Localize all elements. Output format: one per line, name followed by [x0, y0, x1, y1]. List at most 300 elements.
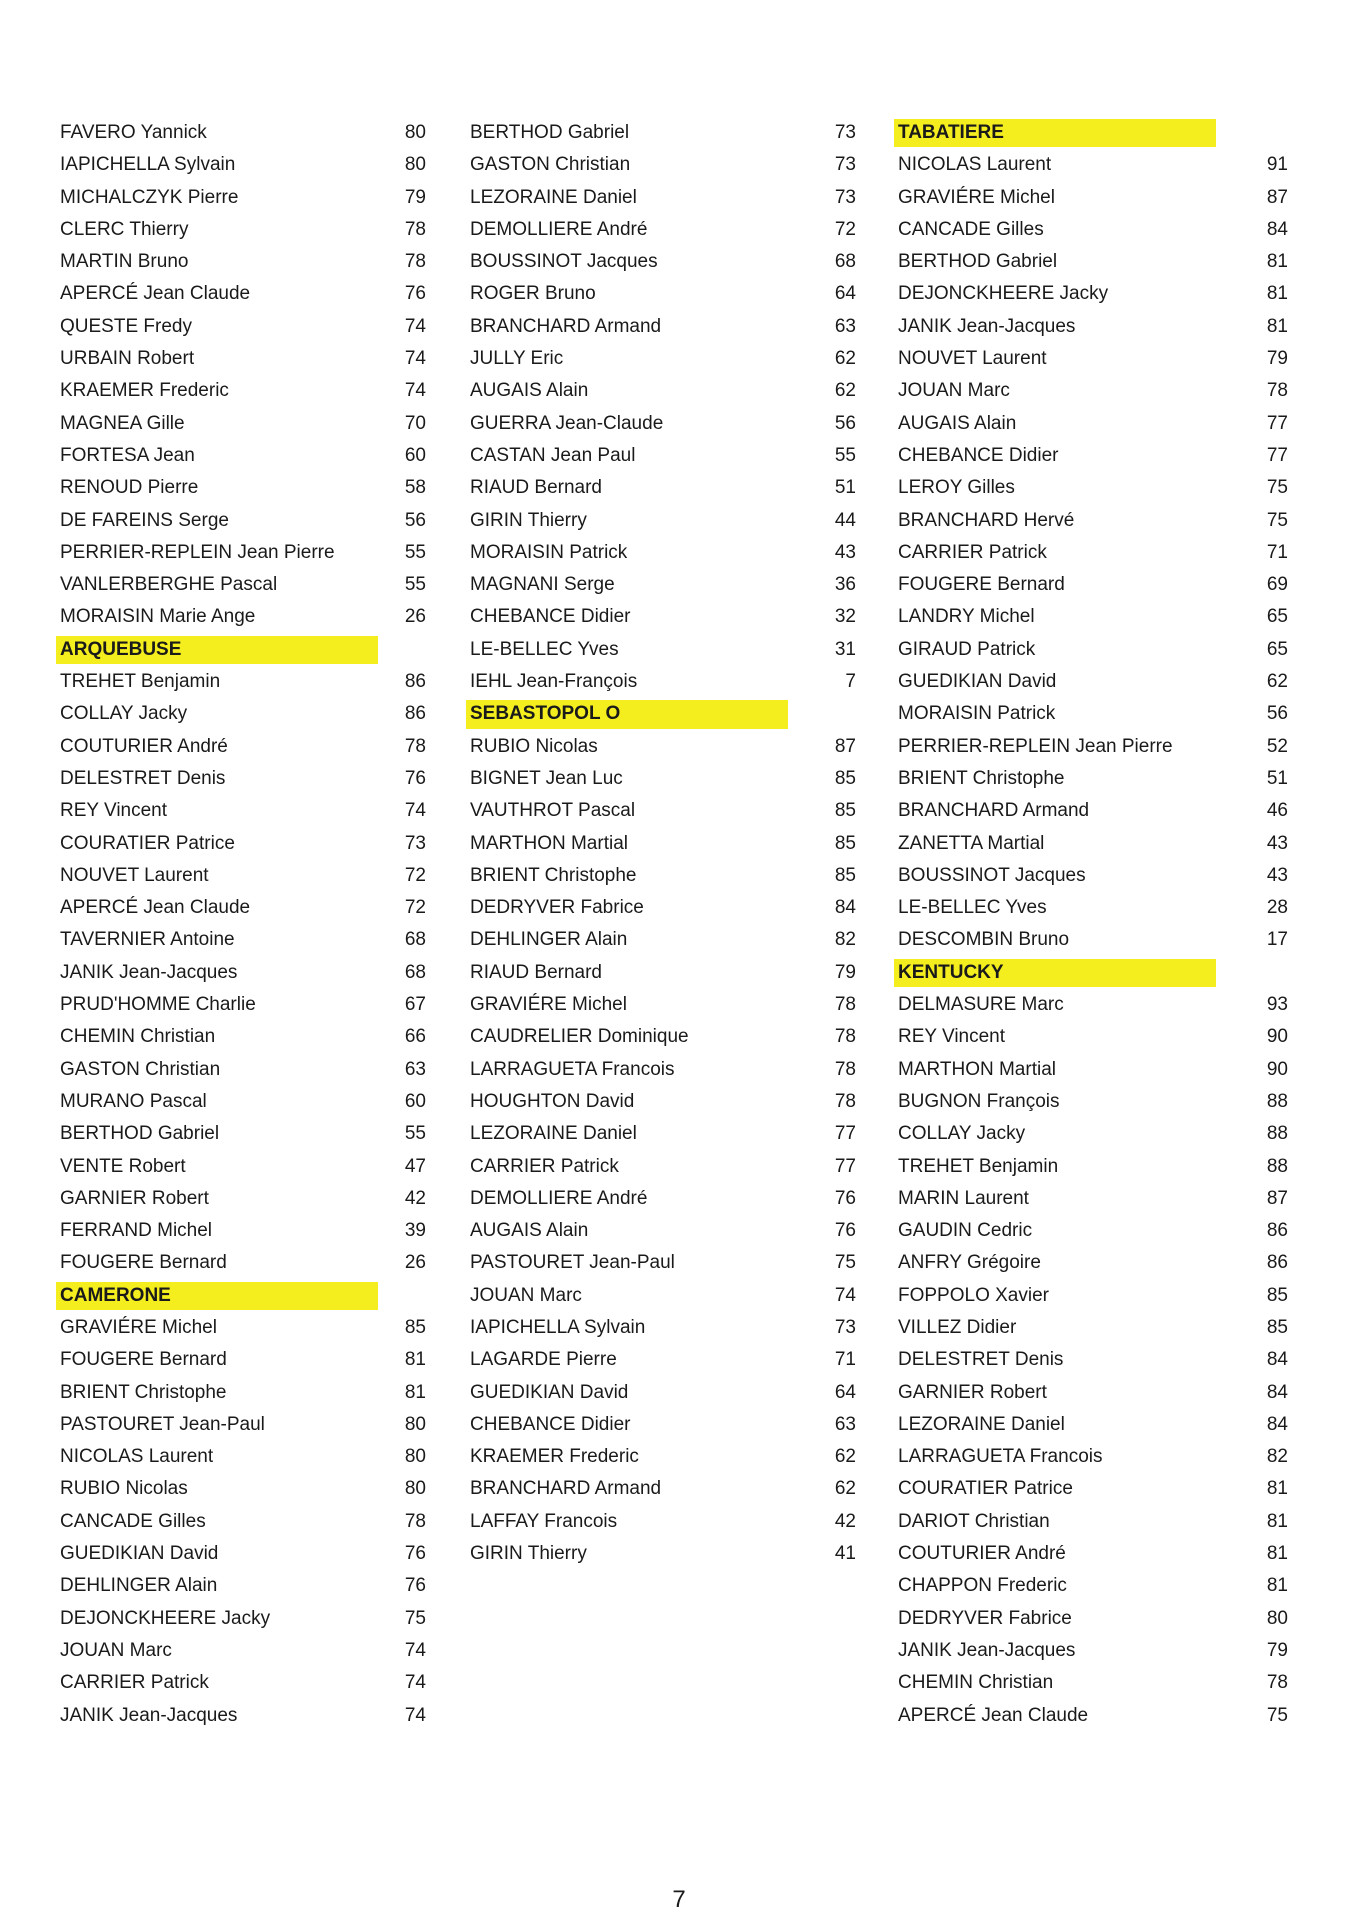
player-name: VILLEZ Didier: [898, 1316, 1017, 1338]
score-row: [466, 1538, 856, 1570]
player-name: COURATIER Patrice: [898, 1478, 1073, 1500]
player-name: DEMOLLIERE André: [470, 1187, 648, 1209]
player-name: PASTOURET Jean-Paul: [60, 1413, 265, 1435]
player-name: BRANCHARD Armand: [470, 1478, 662, 1500]
score-row: [466, 472, 856, 504]
player-name: FOUGERE Bernard: [60, 1349, 227, 1371]
player-score: 17: [1266, 929, 1288, 951]
score-row: [894, 634, 1288, 666]
player-name: APERCÉ Jean Claude: [898, 1704, 1089, 1726]
section-header: [56, 634, 426, 666]
player-score: 87: [1266, 1187, 1288, 1209]
player-score: 75: [1266, 1704, 1288, 1726]
player-name: MARTHON Martial: [898, 1058, 1056, 1080]
player-name: GIRIN Thierry: [470, 1543, 587, 1565]
player-name: RIAUD Bernard: [470, 961, 602, 983]
player-score: 76: [404, 767, 426, 789]
player-score: 43: [834, 541, 856, 563]
player-name: NICOLAS Laurent: [60, 1446, 214, 1468]
player-score: 78: [1266, 380, 1288, 402]
player-score: 90: [1266, 1058, 1288, 1080]
player-score: 78: [404, 251, 426, 273]
player-name: VENTE Robert: [60, 1155, 186, 1177]
player-score: 43: [1266, 832, 1288, 854]
score-row: [56, 1506, 426, 1538]
player-score: 85: [404, 1316, 426, 1338]
score-row: [466, 989, 856, 1021]
score-row: [56, 601, 426, 633]
player-score: 28: [1266, 897, 1288, 919]
score-row: [466, 1183, 856, 1215]
player-name: IEHL Jean-François: [470, 671, 638, 693]
player-score: 77: [834, 1123, 856, 1145]
score-row: [466, 1409, 856, 1441]
player-score: 86: [1266, 1252, 1288, 1274]
score-row: [56, 1570, 426, 1602]
section-header: [466, 698, 856, 730]
player-score: 77: [1266, 444, 1288, 466]
player-name: MORAISIN Patrick: [898, 703, 1056, 725]
player-score: 55: [404, 541, 426, 563]
player-score: 69: [1266, 574, 1288, 596]
player-score: 74: [404, 1704, 426, 1726]
player-name: RUBIO Nicolas: [470, 735, 598, 757]
score-row: [894, 1247, 1288, 1279]
score-row: [56, 408, 426, 440]
score-row: [894, 1441, 1288, 1473]
player-name: GUEDIKIAN David: [470, 1381, 629, 1403]
score-row: [56, 1441, 426, 1473]
player-name: APERCÉ Jean Claude: [60, 283, 251, 305]
player-score: 85: [1266, 1284, 1288, 1306]
player-score: 41: [834, 1543, 856, 1565]
score-row: [894, 440, 1288, 472]
score-row: [466, 1506, 856, 1538]
player-name: LAFFAY Francois: [470, 1510, 618, 1532]
player-name: DELMASURE Marc: [898, 994, 1064, 1016]
player-name: CHEMIN Christian: [898, 1672, 1054, 1694]
player-name: ANFRY Grégoire: [898, 1252, 1041, 1274]
score-row: [466, 1054, 856, 1086]
score-row: [56, 1151, 426, 1183]
score-row: [466, 763, 856, 795]
score-row: [466, 214, 856, 246]
score-row: [466, 246, 856, 278]
player-score: 84: [1266, 1381, 1288, 1403]
player-name: COURATIER Patrice: [60, 832, 235, 854]
player-score: 81: [404, 1381, 426, 1403]
player-score: 80: [404, 1478, 426, 1500]
player-score: 68: [404, 929, 426, 951]
score-row: [894, 408, 1288, 440]
score-row: [466, 1021, 856, 1053]
player-name: GASTON Christian: [60, 1058, 221, 1080]
player-name: DEHLINGER Alain: [470, 929, 628, 951]
player-name: FERRAND Michel: [60, 1220, 213, 1242]
player-name: MAGNEA Gille: [60, 412, 185, 434]
player-name: CANCADE Gilles: [898, 218, 1044, 240]
player-name: JULLY Eric: [470, 348, 564, 370]
score-row: [894, 860, 1288, 892]
score-row: [894, 763, 1288, 795]
player-score: 51: [834, 477, 856, 499]
player-name: MARTIN Bruno: [60, 251, 189, 273]
player-score: 75: [834, 1252, 856, 1274]
score-row: [894, 666, 1288, 698]
player-score: 73: [404, 832, 426, 854]
player-score: 56: [1266, 703, 1288, 725]
score-row: [56, 1603, 426, 1635]
player-name: NOUVET Laurent: [898, 348, 1047, 370]
player-name: BERTHOD Gabriel: [898, 251, 1058, 273]
score-row: [56, 1377, 426, 1409]
score-row: [56, 1118, 426, 1150]
player-score: 72: [834, 218, 856, 240]
score-row: [56, 860, 426, 892]
score-row: [894, 1667, 1288, 1699]
score-row: [466, 1344, 856, 1376]
player-name: GIRIN Thierry: [470, 509, 587, 531]
player-score: 85: [834, 832, 856, 854]
player-score: 7: [845, 671, 856, 693]
score-row: [466, 278, 856, 310]
player-name: DEDRYVER Fabrice: [898, 1607, 1072, 1629]
player-score: 76: [834, 1220, 856, 1242]
score-row: [894, 1603, 1288, 1635]
score-row: [894, 343, 1288, 375]
score-row: [56, 1215, 426, 1247]
player-score: 88: [1266, 1155, 1288, 1177]
player-score: 88: [1266, 1090, 1288, 1112]
player-score: 81: [404, 1349, 426, 1371]
player-name: IAPICHELLA Sylvain: [60, 154, 236, 176]
player-score: 32: [834, 606, 856, 628]
player-score: 81: [1266, 1510, 1288, 1532]
score-row: [466, 1312, 856, 1344]
player-name: TREHET Benjamin: [898, 1155, 1059, 1177]
score-row: [56, 1247, 426, 1279]
player-score: 75: [404, 1607, 426, 1629]
player-name: FAVERO Yannick: [60, 122, 207, 143]
player-score: 52: [1266, 735, 1288, 757]
score-row: [894, 828, 1288, 860]
player-name: GRAVIÉRE Michel: [470, 994, 627, 1016]
player-name: MARIN Laurent: [898, 1187, 1029, 1209]
player-name: URBAIN Robert: [60, 348, 195, 370]
player-name: CAUDRELIER Dominique: [470, 1026, 689, 1048]
player-score: 86: [404, 671, 426, 693]
player-name: MICHALCZYK Pierre: [60, 186, 239, 208]
player-score: 80: [404, 1446, 426, 1468]
player-name: PRUD'HOMME Charlie: [60, 994, 256, 1016]
player-score: 85: [834, 864, 856, 886]
player-score: 75: [1266, 509, 1288, 531]
player-score: 81: [1266, 1575, 1288, 1597]
score-row: [56, 214, 426, 246]
player-score: 68: [404, 961, 426, 983]
player-name: FOUGERE Bernard: [898, 574, 1065, 596]
player-score: 85: [1266, 1316, 1288, 1338]
score-row: [894, 1280, 1288, 1312]
score-row: [56, 246, 426, 278]
player-score: 74: [834, 1284, 856, 1306]
player-score: 80: [404, 1413, 426, 1435]
player-name: AUGAIS Alain: [898, 412, 1017, 434]
player-name: BRANCHARD Hervé: [898, 509, 1075, 531]
player-name: APERCÉ Jean Claude: [60, 897, 251, 919]
score-row: [894, 698, 1288, 730]
player-name: FORTESA Jean: [60, 444, 195, 466]
player-score: 77: [834, 1155, 856, 1177]
player-score: 71: [834, 1349, 856, 1371]
player-name: GUEDIKIAN David: [60, 1543, 219, 1565]
player-name: CARRIER Patrick: [470, 1155, 619, 1177]
player-score: 74: [404, 348, 426, 370]
score-row: [56, 1700, 426, 1732]
score-row: [894, 1409, 1288, 1441]
score-row: [894, 311, 1288, 343]
score-row: [894, 1473, 1288, 1505]
score-row: [894, 1570, 1288, 1602]
score-row: [466, 634, 856, 666]
score-row: [466, 117, 856, 149]
score-row: [466, 892, 856, 924]
score-row: [894, 1215, 1288, 1247]
player-name: LE-BELLEC Yves: [470, 638, 619, 660]
score-row: [894, 278, 1288, 310]
player-name: LARRAGUETA Francois: [898, 1446, 1103, 1468]
score-row: [466, 1215, 856, 1247]
player-name: MURANO Pascal: [60, 1090, 207, 1112]
player-score: 70: [404, 412, 426, 434]
score-column-left: [56, 117, 426, 1732]
player-name: FOPPOLO Xavier: [898, 1284, 1049, 1306]
score-row: [894, 182, 1288, 214]
score-row: [56, 1635, 426, 1667]
score-row: [56, 1312, 426, 1344]
player-name: GUEDIKIAN David: [898, 671, 1057, 693]
player-score: 39: [404, 1220, 426, 1242]
player-name: CHAPPON Frederic: [898, 1575, 1067, 1597]
player-name: PASTOURET Jean-Paul: [470, 1252, 675, 1274]
score-row: [466, 182, 856, 214]
player-name: RUBIO Nicolas: [60, 1478, 188, 1500]
score-row: [56, 569, 426, 601]
player-score: 81: [1266, 283, 1288, 305]
player-name: GAUDIN Cedric: [898, 1220, 1033, 1242]
score-row: [56, 698, 426, 730]
player-score: 80: [1266, 1607, 1288, 1629]
player-name: KRAEMER Frederic: [470, 1446, 639, 1468]
player-score: 73: [834, 154, 856, 176]
score-row: [56, 666, 426, 698]
player-name: AUGAIS Alain: [470, 1220, 589, 1242]
score-row: [466, 505, 856, 537]
score-row: [56, 1409, 426, 1441]
player-name: JOUAN Marc: [60, 1639, 172, 1661]
score-row: [466, 440, 856, 472]
player-name: LEROY Gilles: [898, 477, 1015, 499]
section-title: KENTUCKY: [898, 961, 1004, 983]
player-score: 81: [1266, 251, 1288, 273]
player-name: IAPICHELLA Sylvain: [470, 1316, 646, 1338]
player-name: DELESTRET Denis: [60, 767, 226, 789]
score-row: [466, 666, 856, 698]
player-name: VANLERBERGHE Pascal: [60, 574, 278, 596]
player-score: 64: [834, 283, 856, 305]
player-name: REY Vincent: [60, 800, 168, 822]
player-score: 51: [1266, 767, 1288, 789]
player-name: JANIK Jean-Jacques: [60, 961, 238, 983]
player-score: 86: [404, 703, 426, 725]
player-score: 64: [834, 1381, 856, 1403]
score-row: [56, 1086, 426, 1118]
section-title: TABATIERE: [898, 122, 1004, 143]
player-score: 77: [1266, 412, 1288, 434]
score-row: [894, 149, 1288, 181]
player-name: COLLAY Jacky: [60, 703, 188, 725]
player-name: JANIK Jean-Jacques: [898, 315, 1076, 337]
score-row: [56, 828, 426, 860]
player-score: 84: [1266, 218, 1288, 240]
player-name: BIGNET Jean Luc: [470, 767, 623, 789]
player-score: 62: [834, 380, 856, 402]
score-row: [894, 505, 1288, 537]
score-row: [894, 892, 1288, 924]
player-name: TAVERNIER Antoine: [60, 929, 235, 951]
score-row: [466, 149, 856, 181]
player-score: 85: [834, 800, 856, 822]
player-name: CLERC Thierry: [60, 218, 189, 240]
score-row: [894, 1506, 1288, 1538]
player-name: LAGARDE Pierre: [470, 1349, 617, 1371]
player-name: COUTURIER André: [60, 735, 228, 757]
page-number: 7: [672, 1886, 686, 1913]
player-name: AUGAIS Alain: [470, 380, 589, 402]
section-header: [894, 957, 1288, 989]
score-column-right: [894, 117, 1288, 1732]
score-row: [56, 1021, 426, 1053]
player-name: DELESTRET Denis: [898, 1349, 1064, 1371]
score-row: [894, 214, 1288, 246]
score-row: [56, 472, 426, 504]
player-score: 74: [404, 1672, 426, 1694]
player-score: 56: [404, 509, 426, 531]
section-title: ARQUEBUSE: [60, 638, 182, 660]
player-name: CHEBANCE Didier: [470, 606, 631, 628]
score-row: [466, 1118, 856, 1150]
score-row: [466, 311, 856, 343]
score-row: [56, 182, 426, 214]
player-score: 90: [1266, 1026, 1288, 1048]
score-row: [56, 505, 426, 537]
player-score: 65: [1266, 638, 1288, 660]
score-row: [466, 1151, 856, 1183]
player-name: JANIK Jean-Jacques: [60, 1704, 238, 1726]
player-score: 81: [1266, 1478, 1288, 1500]
player-score: 87: [834, 735, 856, 757]
player-name: BERTHOD Gabriel: [470, 122, 630, 143]
score-row: [894, 1700, 1288, 1732]
score-row: [894, 1183, 1288, 1215]
score-row: [56, 892, 426, 924]
player-score: 82: [834, 929, 856, 951]
player-name: ROGER Bruno: [470, 283, 596, 305]
player-name: FOUGERE Bernard: [60, 1252, 227, 1274]
score-row: [56, 278, 426, 310]
score-row: [56, 924, 426, 956]
player-name: JANIK Jean-Jacques: [898, 1639, 1076, 1661]
score-row: [894, 731, 1288, 763]
player-score: 76: [404, 1575, 426, 1597]
player-score: 55: [404, 1123, 426, 1145]
score-row: [56, 343, 426, 375]
score-row: [466, 343, 856, 375]
player-score: 60: [404, 444, 426, 466]
player-name: JOUAN Marc: [470, 1284, 582, 1306]
player-name: KRAEMER Frederic: [60, 380, 229, 402]
score-row: [56, 1473, 426, 1505]
player-name: VAUTHROT Pascal: [470, 800, 636, 822]
player-score: 78: [1266, 1672, 1288, 1694]
player-name: DEMOLLIERE André: [470, 218, 648, 240]
player-score: 73: [834, 1316, 856, 1338]
score-row: [466, 1086, 856, 1118]
player-score: 60: [404, 1090, 426, 1112]
score-row: [56, 1054, 426, 1086]
player-score: 91: [1266, 154, 1288, 176]
score-column-middle: [466, 117, 856, 1570]
score-row: [56, 375, 426, 407]
player-name: BOUSSINOT Jacques: [898, 864, 1086, 886]
score-row: [894, 601, 1288, 633]
player-name: LEZORAINE Daniel: [470, 1123, 637, 1145]
score-row: [56, 1183, 426, 1215]
player-name: BRIENT Christophe: [60, 1381, 227, 1403]
player-name: GARNIER Robert: [898, 1381, 1047, 1403]
player-name: DEJONCKHEERE Jacky: [60, 1607, 271, 1629]
player-name: CASTAN Jean Paul: [470, 444, 636, 466]
player-name: GRAVIÉRE Michel: [898, 186, 1055, 208]
player-name: BOUSSINOT Jacques: [470, 251, 658, 273]
player-name: REY Vincent: [898, 1026, 1006, 1048]
score-row: [894, 1377, 1288, 1409]
player-score: 82: [1266, 1446, 1288, 1468]
player-name: MORAISIN Marie Ange: [60, 606, 256, 628]
score-row: [466, 1247, 856, 1279]
score-row: [894, 1086, 1288, 1118]
score-row: [56, 149, 426, 181]
player-score: 74: [404, 800, 426, 822]
score-row: [894, 1635, 1288, 1667]
player-name: LANDRY Michel: [898, 606, 1035, 628]
score-row: [56, 311, 426, 343]
player-score: 81: [1266, 315, 1288, 337]
player-score: 44: [834, 509, 856, 531]
score-row: [466, 1473, 856, 1505]
score-row: [466, 408, 856, 440]
player-name: DEHLINGER Alain: [60, 1575, 218, 1597]
player-name: CANCADE Gilles: [60, 1510, 206, 1532]
score-row: [466, 601, 856, 633]
player-name: PERRIER-REPLEIN Jean Pierre: [898, 735, 1173, 757]
score-row: [56, 1344, 426, 1376]
score-row: [894, 795, 1288, 827]
score-row: [894, 1118, 1288, 1150]
player-name: CHEMIN Christian: [60, 1026, 216, 1048]
player-score: 87: [1266, 186, 1288, 208]
player-name: RIAUD Bernard: [470, 477, 602, 499]
